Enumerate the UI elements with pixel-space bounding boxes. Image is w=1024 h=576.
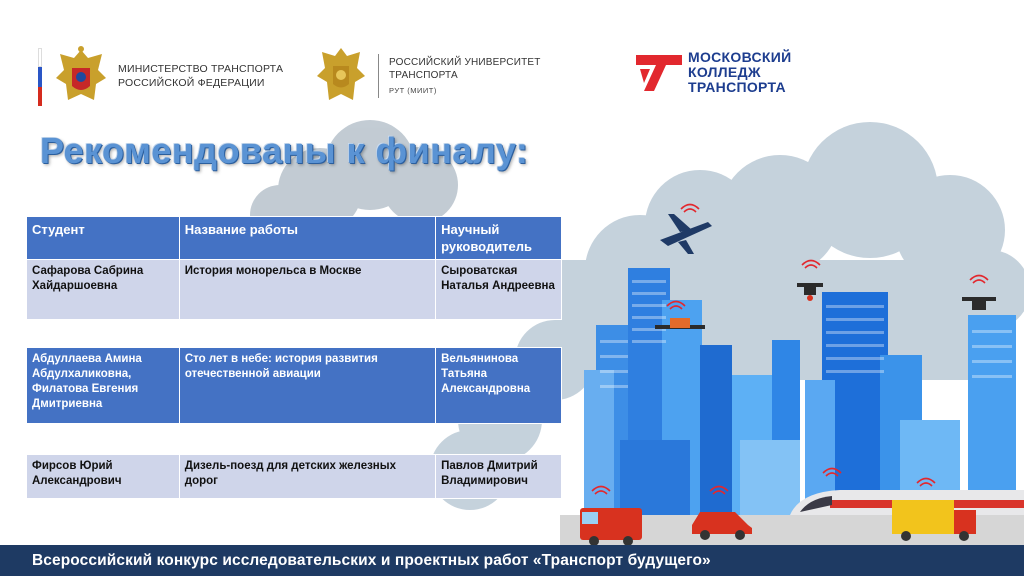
russian-flag-bar [38,48,42,106]
row-supervisor: Павлов Дмитрий Владимирович [436,455,562,499]
college-name-line1: МОСКОВСКИЙ [688,49,792,65]
ministry-name-line2: РОССИЙСКОЙ ФЕДЕРАЦИИ [118,77,265,89]
college-mark-icon [636,53,682,93]
finalists-table-2 [26,347,562,424]
college-name-line3: ТРАНСПОРТА [688,79,786,95]
row-work: Дизель-поезд для детских железных дорог [179,455,435,499]
footer-banner: Всероссийский конкурс исследовательских и проектных работ «Транспорт будущего» [0,545,1024,576]
header-work: Название работы [179,217,435,260]
university-name-line2: ТРАНСПОРТА [389,69,458,81]
college-name-line2: КОЛЛЕДЖ [688,64,761,80]
row-work: История монорельса в Москве [179,260,435,320]
header-supervisor: Научный руководитель [436,217,562,260]
table-header-row [27,217,562,260]
ministry-name-line1: МИНИСТЕРСТВО ТРАНСПОРТА [118,63,284,75]
header-student: Студент [27,217,180,260]
row-student: Фирсов Юрий Александрович [27,455,180,499]
finalists-table-3 [26,454,562,499]
university-name-line1: РОССИЙСКИЙ УНИВЕРСИТЕТ [389,56,541,68]
row-student: Абдуллаева Амина Абдулхаликовна, Филатова Евгения Дмитриевна [27,348,180,424]
row-work: Сто лет в небе: история развития отечественной авиации [179,348,435,424]
logo-divider [378,54,379,98]
coat-of-arms-icon [52,44,110,108]
row-student: Сафарова Сабрина Хайдаршоевна [27,260,180,320]
university-abbr: РУТ (МИИТ) [389,85,437,95]
table-row [27,348,562,424]
table-row [27,260,562,320]
row-supervisor: Вельянинова Татьяна Александровна [436,348,562,424]
finalists-table-1 [26,216,562,320]
university-logo [312,44,541,108]
ministry-logo [52,44,283,108]
row-supervisor: Сыроватская Наталья Андреевна [436,260,562,320]
college-logo [636,50,791,95]
university-emblem-icon [312,44,370,108]
table-row [27,455,562,499]
page-title: Рекомендованы к финалу: [40,130,529,171]
